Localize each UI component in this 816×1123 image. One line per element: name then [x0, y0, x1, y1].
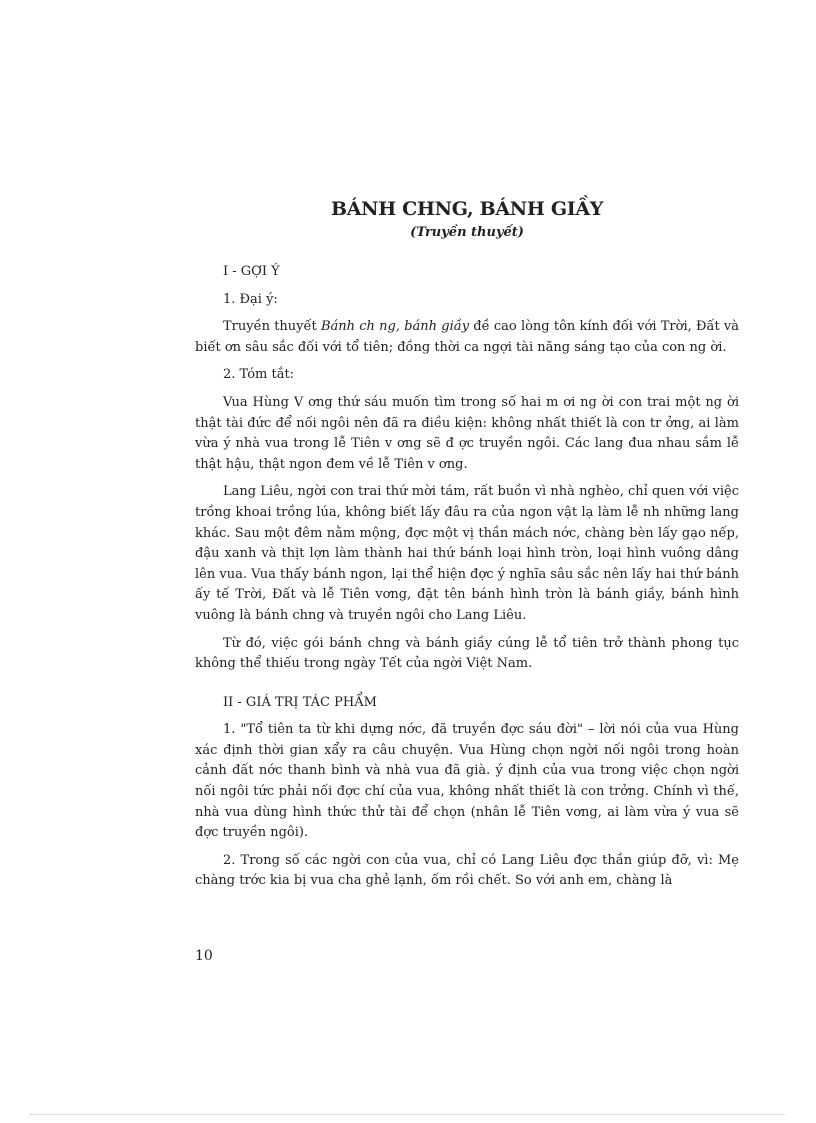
paragraph-summary-2: Lang Liêu, ngời con trai thứ mời tám, rất buồn vì nhà nghèo, chỉ quen với việc trồng khoai trồng lúa, không biết lấy đâu ra của ngon vật lạ làm lễ nh những lang khác. Sau một đêm nằm mộng, đợc một vị thần mách nớc, chàng bèn lấy gạo nếp, đậu xanh và thịt lợn làm thành hai thứ bánh loại hình tròn, loại hình vuông dâng lên vua. Vua thấy bánh ngon, lại thể hiện đợc ý nghĩa sâu sắc nên lấy hai thứ bánh ấy tế Trời, Đất và lễ Tiên vơng, đặt tên bánh hình tròn là bánh giầy, bánh hình vuông là bánh chng và truyền ngôi cho Lang Liêu. [195, 484, 739, 623]
section-heading-1: I - GỢI Ý [223, 264, 280, 279]
paragraph-summary-3: Từ đó, việc gói bánh chng và bánh giầy cúng lễ tổ tiên trở thành phong tục không thể thiếu trong ngày Tết của ngời Việt Nam. [195, 635, 739, 672]
paragraph-value-1: 1. "Tổ tiên ta từ khi dựng nớc, đã truyền đợc sáu đời" – lời nói của vua Hùng xác định thời gian xẩy ra câu chuyện. Vua Hùng chọn ngời nối ngôi trong hoàn cảnh đất nớc thanh bình và nhà vua đã già. ý định của vua trong việc chọn ngời nối ngôi tức phải nối đợc chí của vua, không nhất thiết là con trởng. Chính vì thế, nhà vua dùng hình thức thử tài để chọn (nhân lễ Tiên vơng, ai làm vừa ý vua sẽ đợc truyền ngôi). [195, 722, 739, 841]
paragraph-dai-y [195, 317, 739, 358]
document-body [195, 262, 739, 899]
bottom-dotted-rule [30, 1114, 786, 1115]
subheading-dai-y: 1. Đại ý: [223, 291, 278, 307]
section-heading-2: II - GIÁ TRỊ TÁC PHẨM [223, 694, 377, 710]
subheading-tom-tat: 2. Tóm tắt: [223, 367, 295, 383]
paragraph-dai-y-rest: đề cao lòng tôn kính đối với Trời, Đất và biết ơn sâu sắc đối với tổ tiên; đồng thời ca ngợi tài năng sáng tạo của con ng ời. [195, 319, 739, 355]
paragraph-summary-1: Vua Hùng V ơng thứ sáu muốn tìm trong số hai m ơi ng ời con trai một ng ời thật tài đức để nối ngôi nên đã ra điều kiện: không nhất thiết là con tr ởng, ai làm vừa ý nhà vua trong lễ Tiên v ơng sẽ đ ợc truyền ngôi. Các lang đua nhau sắm lễ thật hậu, thật ngon đem về lễ Tiên v ơng. [195, 394, 739, 472]
story-title-italic: Bánh ch ng, bánh giầy [320, 319, 470, 335]
paragraph-dai-y-prefix: Truyền thuyết [223, 319, 321, 335]
page-title: BÁNH CHNG, BÁNH GIẦY [330, 198, 604, 220]
paragraph-value-2: 2. Trong số các ngời con của vua, chỉ có Lang Liêu đợc thần giúp đỡ, vì: Mẹ chàng trớc kia bị vua cha ghẻ lạnh, ốm rồi chết. So với anh em, chàng là [195, 852, 739, 889]
page-subtitle: (Truyền thuyết) [410, 225, 524, 240]
page-number: 10 [195, 948, 213, 964]
